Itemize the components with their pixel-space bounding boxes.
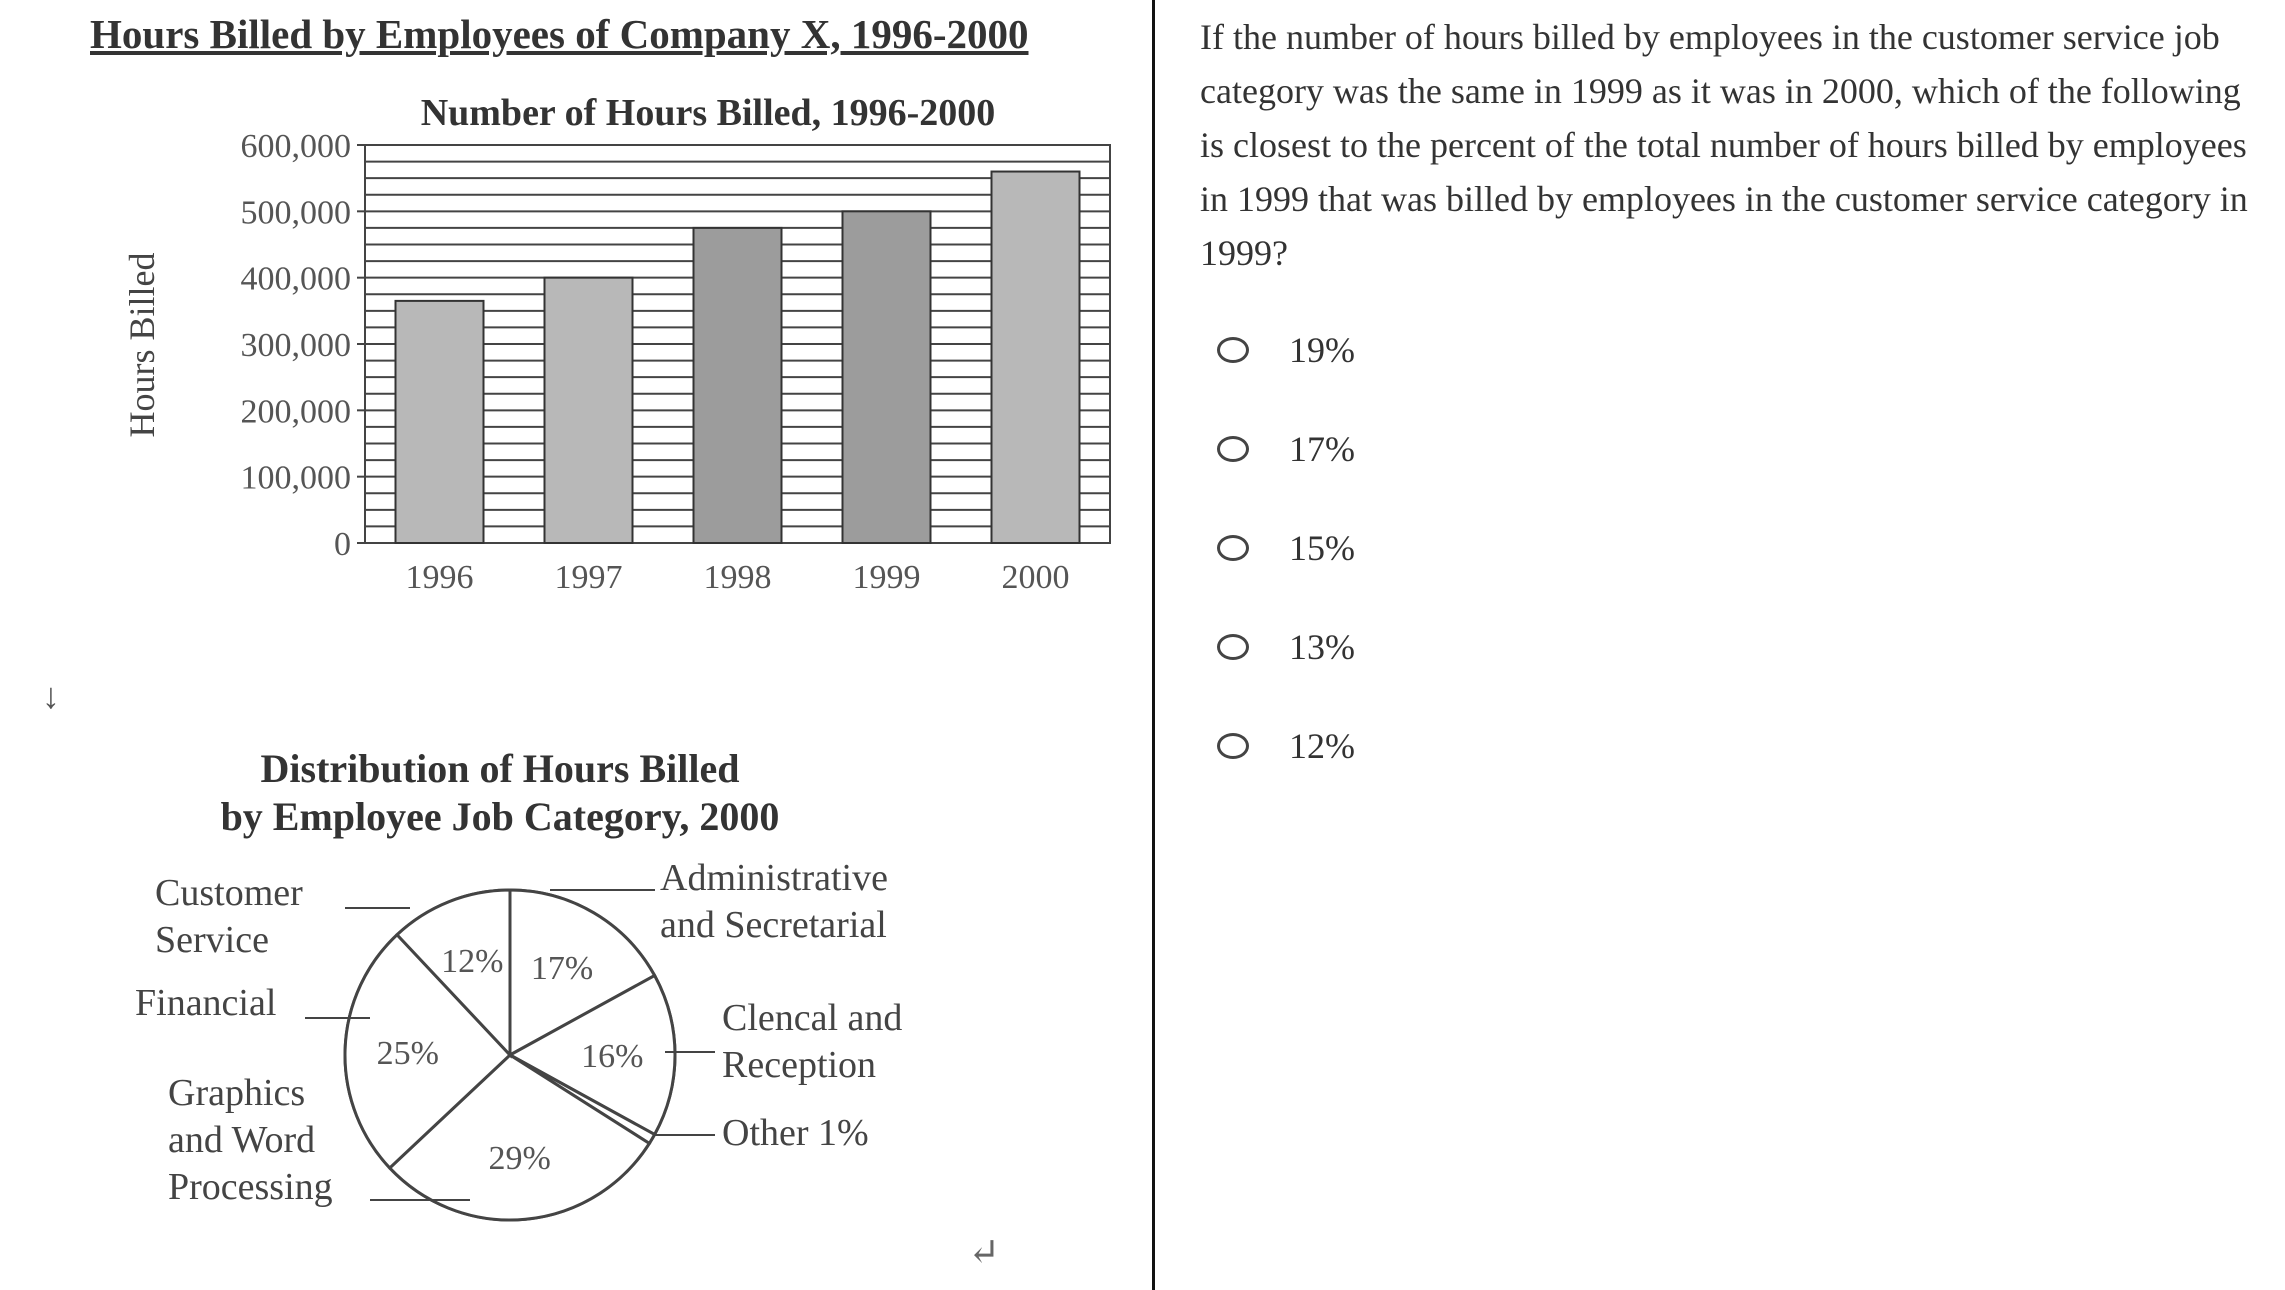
- question-text: If the number of hours billed by employees in the customer service job category was the same in 1999 as it was in 2000, which of the following is closest to the percent of the total number of hours billed by employees in 1999 that was billed by employees in the customer service category in 1999?: [1200, 17, 2248, 273]
- radio-button[interactable]: [1217, 733, 1249, 759]
- x-tick-label: 1999: [852, 559, 921, 596]
- bar-chart-title: Number of Hours Billed, 1996-2000: [420, 92, 996, 134]
- bar-2000: [992, 172, 1080, 543]
- x-tick-label: 2000: [1001, 559, 1070, 596]
- pie-category-label: Financial: [135, 982, 277, 1024]
- bar-1997: [545, 278, 633, 543]
- answer-choices: [1200, 300, 2260, 795]
- pie-category-label: Processing: [168, 1166, 333, 1208]
- choice-label: 19%: [1289, 329, 1355, 370]
- pie-category-label: and Secretarial: [660, 904, 887, 946]
- y-tick-label: 400,000: [240, 260, 351, 298]
- choice-b[interactable]: [1200, 399, 2260, 498]
- radio-button[interactable]: [1217, 535, 1249, 561]
- pie-category-label: Reception: [722, 1044, 877, 1086]
- y-axis-label: Hours Billed: [122, 252, 162, 438]
- choice-label: 13%: [1289, 626, 1355, 667]
- y-tick-label: 600,000: [240, 128, 351, 165]
- choice-label: 15%: [1289, 527, 1355, 568]
- y-tick-label: 100,000: [240, 459, 351, 497]
- page-title: Hours Billed by Employees of Company X, 1996-2000: [90, 11, 1029, 57]
- return-icon: ↵: [968, 1232, 1000, 1274]
- bar-chart: [40, 80, 1140, 640]
- pie-title-line-1: Distribution of Hours Billed: [260, 746, 740, 791]
- pie-value-label: 16%: [581, 1038, 644, 1075]
- y-tick-label: 500,000: [240, 194, 351, 232]
- pie-value-label: 29%: [488, 1139, 551, 1177]
- choice-label: 12%: [1289, 725, 1355, 766]
- x-tick-label: 1996: [405, 559, 474, 596]
- y-tick-label: 0: [334, 526, 351, 563]
- x-tick-label: 1998: [703, 559, 772, 596]
- pie-category-label: Graphics: [168, 1072, 306, 1114]
- x-tick-label: 1997: [554, 559, 623, 596]
- pie-category-label: Other 1%: [722, 1112, 869, 1154]
- bar-1996: [396, 301, 484, 543]
- pie-category-label: Administrative: [660, 857, 888, 899]
- pie-title-line-2: by Employee Job Category, 2000: [220, 794, 780, 839]
- pie-value-label: 25%: [376, 1034, 439, 1072]
- pie-chart: [120, 735, 1020, 1255]
- pie-category-label: and Word: [168, 1119, 316, 1161]
- choice-d[interactable]: [1200, 597, 2260, 696]
- pie-value-label: 17%: [530, 949, 594, 987]
- bar-1999: [843, 211, 931, 543]
- radio-button[interactable]: [1217, 634, 1249, 660]
- pie-category-label: Clencal and: [722, 997, 903, 1039]
- radio-button[interactable]: [1217, 337, 1249, 363]
- choice-c[interactable]: [1200, 498, 2260, 597]
- arrow-down-icon: ↓: [42, 676, 60, 716]
- choice-label: 17%: [1289, 428, 1355, 469]
- choice-a[interactable]: [1200, 300, 2260, 399]
- bar-1998: [694, 228, 782, 543]
- y-tick-label: 200,000: [240, 393, 351, 431]
- question-pane: [1200, 0, 2260, 1290]
- pane-divider: [1152, 0, 1155, 1290]
- y-tick-label: 300,000: [240, 327, 351, 364]
- pie-value-label: 12%: [441, 942, 504, 980]
- pie-category-label: Service: [155, 919, 269, 961]
- radio-button[interactable]: [1217, 436, 1249, 462]
- pie-category-label: Customer: [155, 872, 303, 914]
- choice-e[interactable]: [1200, 696, 2260, 795]
